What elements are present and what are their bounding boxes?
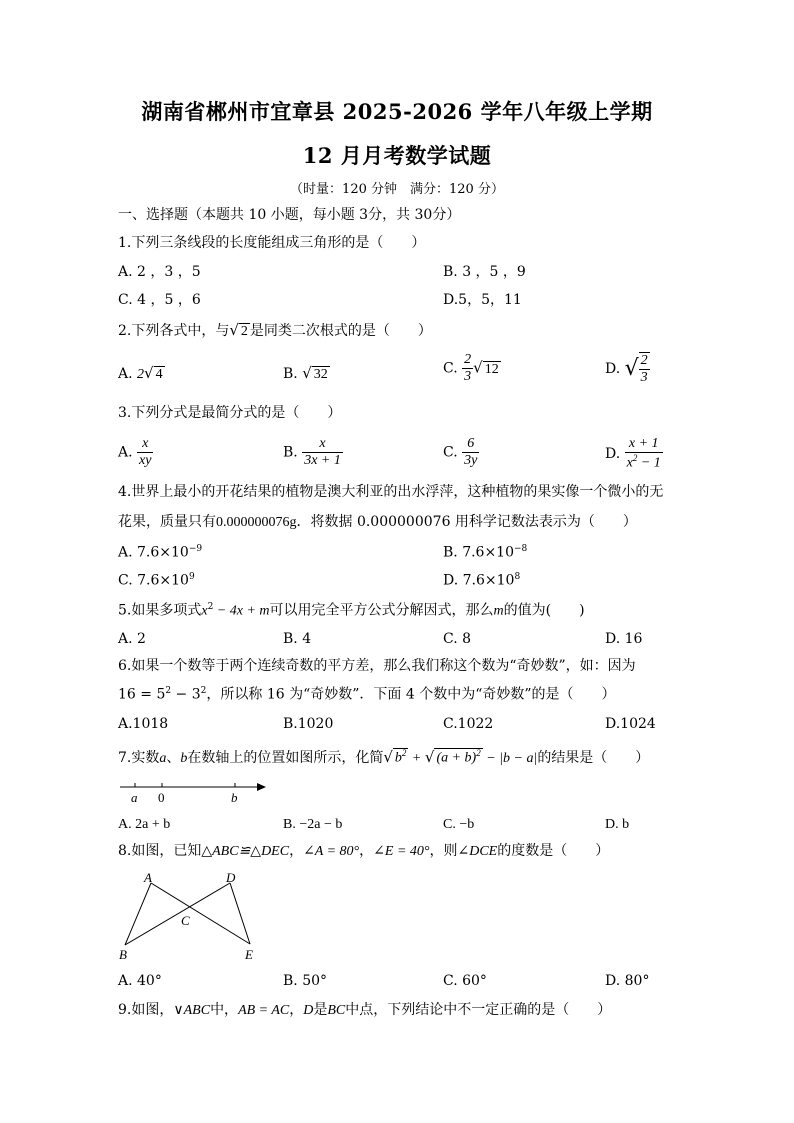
vertex-label-b: B bbox=[119, 947, 127, 962]
q3-option-c: C. $\frac{6}{3y}$ bbox=[443, 436, 478, 469]
q2-stem: 2.下列各式中，与√ 2 是同类二次根式的是（ ） bbox=[118, 321, 432, 339]
exam-title-line1: 湖南省郴州市宜章县 2025-2026 学年八年级上学期 bbox=[141, 99, 653, 124]
segment-db bbox=[125, 883, 230, 945]
q7-stem: 7.实数a、b在数轴上的位置如图所示，化简√ $b^2$ + √ $(a + b)^2 - |b - a|$的结果是（ ） bbox=[118, 748, 650, 766]
q2-option-c: C. $\frac{2}{3}$ √ 12 bbox=[443, 352, 499, 385]
q6-option-d: D.1024 bbox=[605, 716, 656, 732]
vertex-label-a: A bbox=[144, 870, 152, 885]
number-line-arrow bbox=[257, 783, 266, 791]
vertex-label-e: E bbox=[245, 947, 253, 962]
exam-title-line2: 12 月月考数学试题 bbox=[302, 143, 492, 168]
q8-stem: 8.如图，已知△ABC≌△DEC，∠A = 80°，∠E = 40°，则∠DCE的度数是（ ） bbox=[118, 843, 610, 859]
q8-option-c: C. 60° bbox=[443, 973, 487, 989]
q7-option-c: C. −b bbox=[443, 817, 475, 832]
section-heading: 一、选择题（本题共 10 小题，每小题 3分，共 30分） bbox=[118, 207, 461, 223]
segment-ae bbox=[151, 883, 250, 944]
axis-label-b: b bbox=[231, 790, 238, 805]
q3-option-a: A. $\frac{x}{xy}$ bbox=[118, 436, 152, 469]
q4-option-c: C. $7.6\times 10^9$ bbox=[118, 572, 195, 589]
axis-label-0: 0 bbox=[158, 790, 165, 805]
q2-option-d: D. √ $\frac{2}{3}$ bbox=[605, 353, 648, 386]
q6-stem-line1: 6.如果一个数等于两个连续奇数的平方差，那么我们称这个数为“奇妙数”，如：因为 bbox=[118, 658, 636, 674]
q8-triangle-figure bbox=[115, 866, 275, 964]
q8-option-d: D. 80° bbox=[605, 973, 650, 989]
q3-option-b: B. $\frac{x}{3x + 1}$ bbox=[283, 436, 341, 469]
q3-option-d: D. $\frac{x + 1}{x^2 - 1}$ bbox=[605, 436, 661, 471]
q5-option-d: D. 16 bbox=[605, 631, 643, 647]
q7-option-d: D. b bbox=[605, 817, 630, 832]
q7-option-a: A. 2a + b bbox=[118, 817, 171, 832]
q4-option-a: A. $7.6\times 10^{-9}$ bbox=[118, 544, 203, 561]
q4-stem-line2: 花果，质量只有0.000000076g．将数据 0.000000076 用科学记数法表示为（ ） bbox=[118, 514, 637, 530]
q4-option-b: B. $7.6\times 10^{-8}$ bbox=[443, 544, 528, 561]
q4-stem-line1: 4.世界上最小的开花结果的植物是澳大利亚的出水浮萍，这种植物的果实像一个微小的无 bbox=[118, 484, 664, 500]
q5-option-b: B. 4 bbox=[283, 631, 312, 647]
vertex-label-c: C bbox=[181, 913, 190, 928]
q6-stem-line2: $16 = 5^2 - 3^2$，所以称 16 为“奇妙数”．下面 4 个数中为“奇妙数”的是（ ） bbox=[118, 686, 616, 703]
q1-option-c: C. 4 ，5 ，6 bbox=[118, 292, 201, 308]
q9-stem: 9.如图，∨ABC中，AB = AC，D是BC中点，下列结论中不一定正确的是（ ） bbox=[118, 1002, 612, 1018]
q1-option-b: B. 3 ，5 ，9 bbox=[443, 264, 526, 280]
q7-number-line bbox=[118, 778, 278, 808]
q4-option-d: D. $7.6\times 10^8$ bbox=[443, 572, 521, 589]
q3-stem: 3.下列分式是最简分式的是（ ） bbox=[118, 405, 342, 421]
exam-subtitle: （时量：120 分钟 满分：120 分） bbox=[290, 182, 504, 197]
q1-option-a: A. 2 ，3 ，5 bbox=[118, 264, 201, 280]
q6-option-a: A.1018 bbox=[118, 716, 169, 732]
q8-option-b: B. 50° bbox=[283, 973, 328, 989]
q6-option-b: B.1020 bbox=[283, 716, 334, 732]
q8-option-a: A. 40° bbox=[118, 973, 162, 989]
q5-stem: 5.如果多项式$x^2 - 4x + m$可以用完全平方公式分解因式，那么m的值为( ) bbox=[118, 602, 585, 619]
vertex-label-d: D bbox=[226, 870, 236, 885]
q6-option-c: C.1022 bbox=[443, 716, 494, 732]
q5-option-a: A. 2 bbox=[118, 631, 146, 647]
q1-stem: 1.下列三条线段的长度能组成三角形的是（ ） bbox=[118, 235, 426, 251]
q2-option-b: B. √ 32 bbox=[283, 364, 328, 382]
segment-de bbox=[230, 883, 250, 944]
q7-option-b: B. −2a − b bbox=[283, 817, 343, 832]
q1-option-d: D.5，5，11 bbox=[443, 292, 522, 308]
axis-label-a: a bbox=[131, 790, 138, 805]
q5-option-c: C. 8 bbox=[443, 631, 472, 647]
segment-ab bbox=[125, 883, 151, 945]
q2-option-a: A. 2√ 4 bbox=[118, 364, 163, 382]
